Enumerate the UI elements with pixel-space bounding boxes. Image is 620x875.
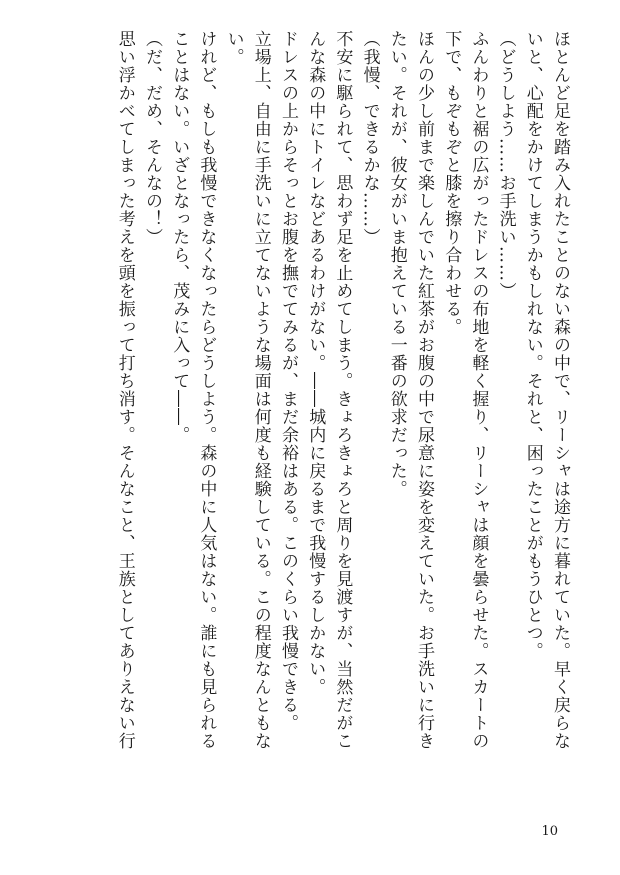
text-line: ドレスの上からそっとお腹を撫でてみるが、まだ余裕はある。このくらい我慢できる。 — [278, 30, 298, 732]
text-line: 下で、もぞもぞと膝を擦り合わせる。 — [441, 30, 462, 336]
text-line: いと、心配をかけてしまうかもしれない。それと、困ったことがもうひとつ。 — [522, 30, 543, 660]
text-line: 思い浮かべてしまった考えを頭を振って打ち消す。そんなこと、王族としてありえない行 — [114, 30, 135, 750]
text-line: （どうしよう……お手洗い……） — [495, 30, 516, 300]
text-line: い。 — [223, 30, 244, 66]
text-line: （我慢、できるかな……） — [359, 30, 380, 246]
text-line: けれど、もしも我慢できなくなったらどうしよう。森の中に人気はない。誰にも見られる — [196, 30, 217, 750]
text-line: んな森の中にトイレなどあるわけがない。――城内に戻るまで我慢するしかない。 — [305, 30, 326, 696]
text-line: （だ、だめ、そんなの！） — [142, 30, 162, 246]
text-line: ことはない。いざとなったら、茂みに入って――。 — [169, 30, 190, 444]
text-line: 立場上、自由に手洗いに立てないような場面は何度も経験している。この程度なんともな — [250, 30, 271, 750]
text-line: ふんわりと裾の広がったドレスの布地を軽く握り、リーシャは顔を曇らせた。スカートの — [468, 30, 489, 750]
text-line: ほとんど足を踏み入れたことのない森の中で、リーシャは途方に暮れていた。早く戻らな — [550, 30, 570, 750]
text-line: たい。それが、彼女がいま抱えている一番の欲求だった。 — [386, 30, 407, 498]
text-line: 不安に駆られて、思わず足を止めてしまう。きょろきょろと周りを見渡すが、当然だがこ — [332, 30, 353, 750]
page-number: 10 — [541, 824, 558, 839]
text-line: ほんの少し前まで楽しんでいた紅茶がお腹の中で尿意に姿を変えていた。お手洗いに行き — [414, 30, 434, 750]
